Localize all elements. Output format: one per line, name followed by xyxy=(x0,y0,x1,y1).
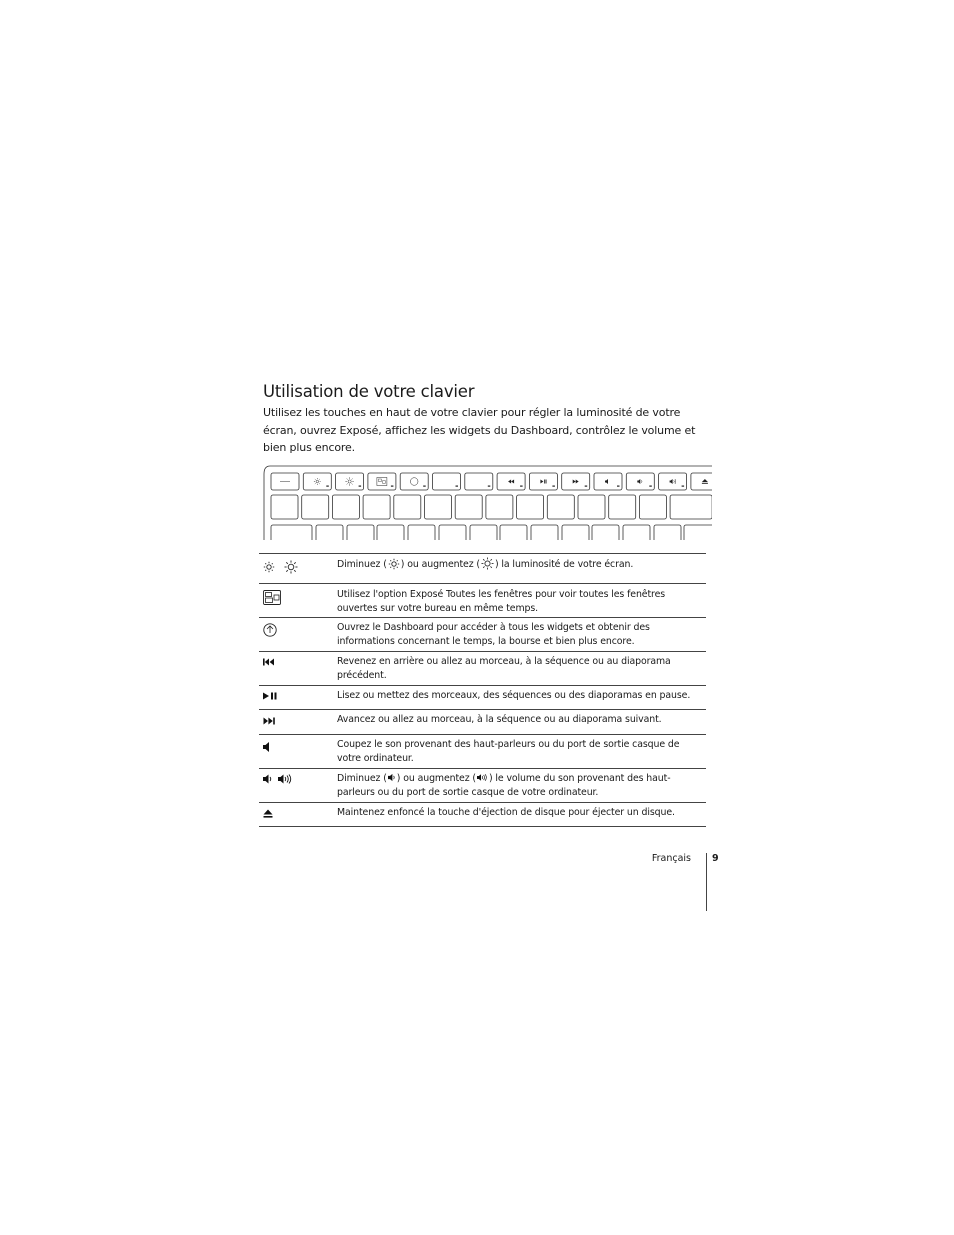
table-row xyxy=(259,734,706,768)
table-row xyxy=(259,768,706,802)
keyboard-key xyxy=(486,495,513,519)
row-description: Coupez le son provenant des haut-parleurs ou du port de sortie casque de votre ordinateur. xyxy=(337,739,680,764)
keyboard-key xyxy=(439,525,466,540)
keyboard-key xyxy=(394,495,421,519)
key-f7 xyxy=(497,473,525,490)
key-f3 xyxy=(368,473,396,490)
table-row xyxy=(259,583,706,617)
key-f2 xyxy=(336,473,364,490)
key-f4 xyxy=(400,473,428,490)
brightness-up-icon xyxy=(481,557,494,570)
volume-down-icon xyxy=(388,773,396,782)
key-f8 xyxy=(529,473,557,490)
volume-down-icon xyxy=(263,774,273,784)
function-keys-table xyxy=(259,553,706,827)
keyboard-key xyxy=(271,495,298,519)
eject-icon xyxy=(263,809,273,829)
row-description: Revenez en arrière ou allez au morceau, à la séquence ou au diaporama précédent. xyxy=(337,656,671,681)
keyboard-key xyxy=(684,525,712,540)
row-description: Diminuez ( ) ou augmentez ( ) le volume du son provenant des haut-parleurs ou du port de sortie casque de votre ordinateur. xyxy=(337,773,671,798)
expose-icon xyxy=(263,590,281,610)
intro-paragraph: Utilisez les touches en haut de votre clavier pour régler la luminosité de votre écran, ouvrez Exposé, affichez les widgets du Dashboard, contrôlez le volume et bien plus encore. xyxy=(263,406,696,454)
keyboard-key xyxy=(377,525,404,540)
volume-icons xyxy=(263,774,293,794)
brightness-down-icon xyxy=(388,558,400,570)
keyboard-key xyxy=(408,525,435,540)
row-description: Avancez ou allez au morceau, à la séquence ou au diaporama suivant. xyxy=(337,714,662,725)
keyboard-key xyxy=(302,495,329,519)
key-f1 xyxy=(303,473,331,490)
row-description: Ouvrez le Dashboard pour accéder à tous les widgets et obtenir des informations concernant le temps, la bourse et bien plus encore. xyxy=(337,622,650,647)
table-row xyxy=(259,617,706,651)
key-esc xyxy=(271,473,299,490)
key-f5 xyxy=(433,473,461,490)
brightness-icons xyxy=(263,558,298,578)
key-f6 xyxy=(465,473,493,490)
volume-up-icon xyxy=(477,773,488,782)
row-description: Diminuez ( ) ou augmentez ( ) la luminosité de votre écran. xyxy=(337,559,634,570)
keyboard-key xyxy=(363,495,390,519)
table-row xyxy=(259,685,706,709)
keyboard-key xyxy=(654,525,681,540)
keyboard-key xyxy=(562,525,589,540)
volume-up-icon xyxy=(278,774,293,784)
footer-language: Français xyxy=(651,853,691,864)
keyboard-key xyxy=(578,495,605,519)
key-f11 xyxy=(626,473,654,490)
table-row xyxy=(259,553,706,583)
keyboard-key xyxy=(623,525,650,540)
table-row xyxy=(259,802,706,827)
table-row xyxy=(259,651,706,685)
table-row xyxy=(259,709,706,734)
keyboard-key xyxy=(500,525,527,540)
mute-icon xyxy=(263,742,271,762)
keyboard-illustration xyxy=(262,464,712,540)
keyboard-key xyxy=(531,525,558,540)
key-f10 xyxy=(594,473,622,490)
keyboard-key xyxy=(517,495,544,519)
keyboard-key xyxy=(547,495,574,519)
section-title: Utilisation de votre clavier xyxy=(263,382,475,401)
keyboard-key xyxy=(470,525,497,540)
key-f12 xyxy=(659,473,687,490)
keyboard-key xyxy=(316,525,343,540)
key-f9 xyxy=(562,473,590,490)
row-description: Maintenez enfoncé la touche d'éjection de disque pour éjecter un disque. xyxy=(337,807,675,818)
key-eject xyxy=(691,473,712,490)
keyboard-key xyxy=(271,525,312,540)
keyboard-key xyxy=(609,495,636,519)
keyboard-key xyxy=(347,525,374,540)
keyboard-key xyxy=(455,495,482,519)
row-description: Lisez ou mettez des morceaux, des séquences ou des diaporamas en pause. xyxy=(337,690,691,701)
keyboard-key xyxy=(639,495,666,519)
footer-divider xyxy=(706,853,707,911)
keyboard-key xyxy=(592,525,619,540)
keyboard-key xyxy=(670,495,712,519)
rewind-icon xyxy=(263,658,275,678)
keyboard-key xyxy=(332,495,359,519)
keyboard-key xyxy=(425,495,452,519)
row-description: Utilisez l'option Exposé Toutes les fenêtres pour voir toutes les fenêtres ouvertes sur votre bureau en même temps. xyxy=(337,589,666,614)
brightness-down-icon xyxy=(263,561,275,573)
page-number: 9 xyxy=(712,853,719,864)
dashboard-icon xyxy=(263,623,277,643)
brightness-up-icon xyxy=(284,560,298,574)
